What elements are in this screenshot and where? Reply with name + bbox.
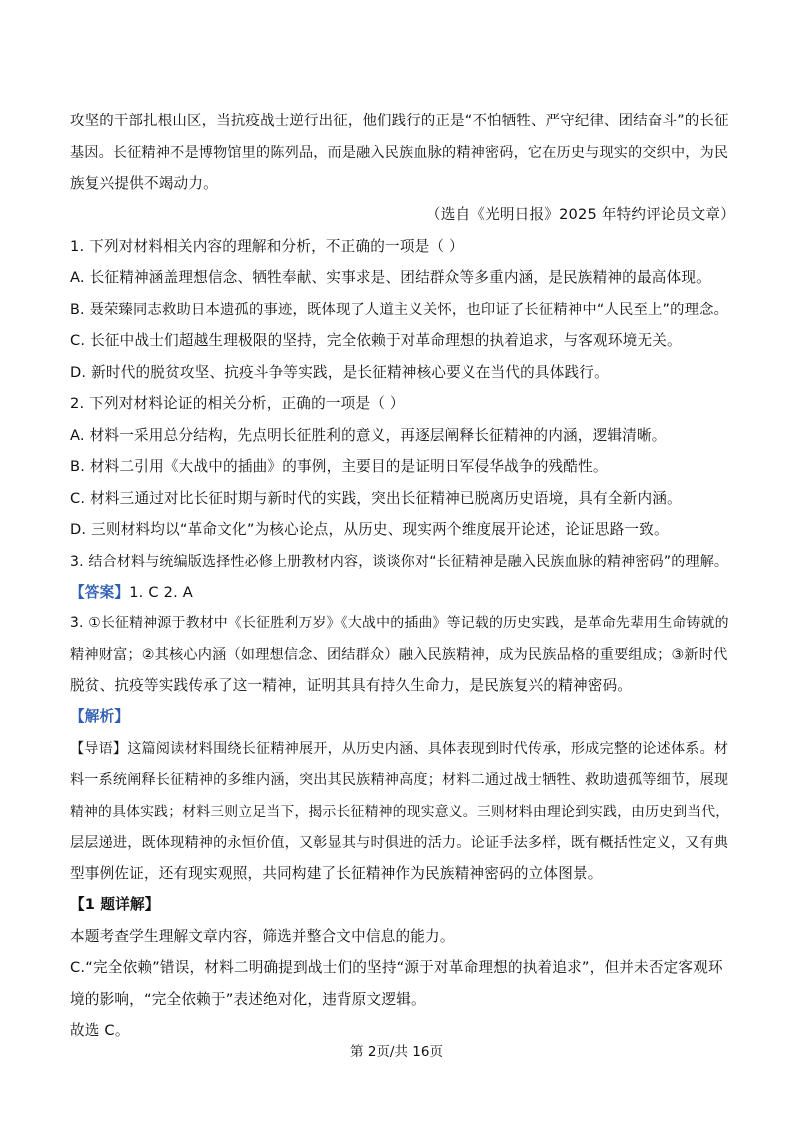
q2-stem: 2. 下列对材料论证的相关分析，正确的一项是（ ） bbox=[70, 395, 405, 412]
q1-detail-line-3: 境的影响，“完全依赖于”表述绝对化，违背原文逻辑。 bbox=[70, 991, 426, 1008]
intro-line-1: 【导语】这篇阅读材料围绕长征精神展开，从历史内涵、具体表现到时代传承，形成完整的论述体系。材 bbox=[70, 741, 729, 757]
q1-option-b: B. 聂荣臻同志救助日本遗孤的事迹，既体现了人道主义关怀，也印证了长征精神中“人民至上”的理念。 bbox=[70, 302, 729, 318]
answer-line bbox=[70, 583, 735, 603]
passage-line-2: 基因。长征精神不是博物馆里的陈列品，而是融入民族血脉的精神密码，它在历史与现实的交织中，为民 bbox=[70, 145, 729, 161]
intro-line-3: 精神的具体实践；材料三则立足当下，揭示长征精神的现实意义。三则材料由理论到实践，由历史到当代， bbox=[70, 804, 730, 820]
answer-tag: 【答案】 bbox=[70, 584, 130, 601]
intro-line-4: 层层递进，既体现精神的永恒价值，又彰显其与时俱进的活力。论证手法多样，既有概括性定义，又有典 bbox=[70, 835, 729, 851]
q1-detail-line-4: 故选 C。 bbox=[70, 1022, 130, 1039]
intro-line-5: 型事例佐证，还有现实观照，共同构建了长征精神作为民族精神密码的立体图景。 bbox=[70, 865, 603, 882]
answer3-line-1: 3. ①长征精神源于教材中《长征胜利万岁》《大战中的插曲》等记载的历史实践，是革命先辈用生命铸就的 bbox=[70, 615, 729, 631]
q1-option-d: D. 新时代的脱贫攻坚、抗疫斗争等实践，是长征精神核心要义在当代的具体践行。 bbox=[70, 364, 609, 381]
q1-option-c: C. 长征中战士们超越生理极限的坚持，完全依赖于对革命理想的执着追求，与客观环境无关。 bbox=[70, 332, 682, 349]
passage-line-1: 攻坚的干部扎根山区，当抗疫战士逆行出征，他们践行的正是“不怕牺牲、严守纪律、团结奋斗”的长征 bbox=[70, 113, 729, 129]
q2-option-a: A. 材料一采用总分结构，先点明长征胜利的意义，再逐层阐释长征精神的内涵，逻辑清晰。 bbox=[70, 427, 667, 444]
answer-text: 1. C 2. A bbox=[129, 584, 193, 601]
q1-detail-line-1: 本题考查学生理解文章内容，筛选并整合文中信息的能力。 bbox=[70, 928, 455, 945]
q2-option-d: D. 三则材料均以“革命文化”为核心论点，从历史、现实两个维度展开论述，论证思路一致。 bbox=[70, 521, 669, 538]
passage-line-3: 族复兴提供不竭动力。 bbox=[70, 175, 218, 192]
analysis-tag: 【解析】 bbox=[70, 708, 130, 725]
page-number: 第 2页/共 16页 bbox=[350, 1044, 443, 1060]
q1-detail-line-2: C.“完全依赖”错误，材料二明确提到战士们的坚持“源于对革命理想的执着追求”，但并未否定客观环 bbox=[70, 959, 723, 976]
source-citation: （选自《光明日报》2025 年特约评论员文章） bbox=[425, 206, 735, 223]
q1-option-a: A. 长征精神涵盖理想信念、牺牲奉献、实事求是、团结群众等多重内涵，是民族精神的最高体现。 bbox=[70, 269, 711, 286]
q3-stem: 3. 结合材料与统编版选择性必修上册教材内容，谈谈你对“长征精神是融入民族血脉的精神密码”的理解。 bbox=[70, 554, 729, 570]
q2-option-b: B. 材料二引用《大战中的插曲》的事例，主要目的是证明日军侵华战争的残酷性。 bbox=[70, 458, 608, 475]
q2-option-c: C. 材料三通过对比长征时期与新时代的实践，突出长征精神已脱离历史语境，具有全新内涵。 bbox=[70, 490, 682, 507]
answer3-line-3: 脱贫、抗疫等实践传承了这一精神，证明其具有持久生命力，是民族复兴的精神密码。 bbox=[70, 677, 633, 694]
q1-detail-heading: 【1 题详解】 bbox=[70, 896, 160, 913]
q1-stem: 1. 下列对材料相关内容的理解和分析，不正确的一项是（ ） bbox=[70, 238, 464, 255]
answer3-line-2: 精神财富；②其核心内涵（如理想信念、团结群众）融入民族精神，成为民族品格的重要组成；③新时代 bbox=[70, 647, 728, 663]
intro-line-2: 料一系统阐释长征精神的多维内涵，突出其民族精神高度；材料二通过战士牺牲、救助遗孤等细节，展现 bbox=[70, 772, 729, 788]
